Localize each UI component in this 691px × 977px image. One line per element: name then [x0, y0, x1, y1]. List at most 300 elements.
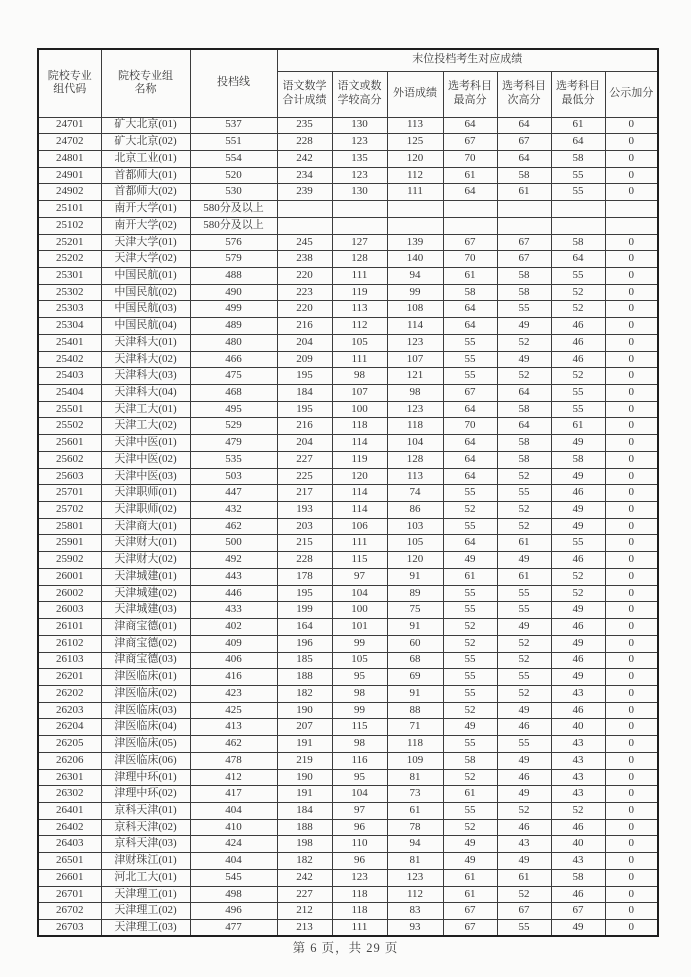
table-cell	[551, 201, 605, 218]
table-row	[38, 920, 658, 937]
table-cell: 0	[605, 117, 658, 134]
table-cell: 537	[190, 117, 277, 134]
table-cell: 89	[387, 585, 443, 602]
table-cell: 103	[387, 518, 443, 535]
table-cell: 55	[497, 585, 551, 602]
table-cell: 196	[277, 635, 332, 652]
table-cell: 0	[605, 368, 658, 385]
table-cell: 北京工业(01)	[101, 150, 190, 167]
table-cell: 123	[387, 869, 443, 886]
table-cell: 26206	[38, 752, 101, 769]
table-cell	[497, 201, 551, 218]
table-cell: 478	[190, 752, 277, 769]
table-cell	[332, 201, 387, 218]
table-cell: 津医临床(06)	[101, 752, 190, 769]
table-cell: 104	[332, 585, 387, 602]
table-cell: 52	[443, 635, 497, 652]
table-cell: 55	[443, 736, 497, 753]
table-cell: 67	[443, 920, 497, 937]
table-cell: 119	[332, 451, 387, 468]
table-row	[38, 702, 658, 719]
table-cell: 425	[190, 702, 277, 719]
table-cell: 0	[605, 284, 658, 301]
table-cell: 55	[443, 334, 497, 351]
table-cell: 554	[190, 150, 277, 167]
table-cell: 499	[190, 301, 277, 318]
table-cell: 93	[387, 920, 443, 937]
table-cell: 116	[332, 752, 387, 769]
table-cell: 26302	[38, 786, 101, 803]
table-cell: 首都师大(02)	[101, 184, 190, 201]
table-cell: 227	[277, 886, 332, 903]
table-cell: 67	[497, 903, 551, 920]
table-cell: 津医临床(01)	[101, 669, 190, 686]
table-cell: 114	[332, 502, 387, 519]
table-cell: 98	[387, 385, 443, 402]
table-cell: 188	[277, 819, 332, 836]
table-cell: 64	[443, 468, 497, 485]
table-cell: 天津工大(02)	[101, 418, 190, 435]
table-cell: 182	[277, 685, 332, 702]
table-cell: 25901	[38, 535, 101, 552]
table-cell: 26202	[38, 685, 101, 702]
table-cell: 99	[387, 284, 443, 301]
table-cell: 46	[551, 552, 605, 569]
table-cell: 天津中医(03)	[101, 468, 190, 485]
table-cell: 182	[277, 853, 332, 870]
table-cell: 49	[443, 552, 497, 569]
table-cell: 55	[443, 368, 497, 385]
table-cell: 184	[277, 385, 332, 402]
table-cell: 0	[605, 451, 658, 468]
table-cell: 首都师大(01)	[101, 167, 190, 184]
table-cell: 61	[443, 886, 497, 903]
table-cell: 123	[387, 401, 443, 418]
table-cell: 61	[551, 117, 605, 134]
table-cell: 0	[605, 502, 658, 519]
table-row	[38, 602, 658, 619]
table-cell: 184	[277, 802, 332, 819]
table-cell: 52	[497, 502, 551, 519]
table-cell: 26501	[38, 853, 101, 870]
table-cell: 94	[387, 267, 443, 284]
table-cell: 404	[190, 802, 277, 819]
table-cell: 43	[497, 836, 551, 853]
table-cell: 64	[551, 134, 605, 151]
table-cell: 125	[387, 134, 443, 151]
table-row	[38, 886, 658, 903]
table-cell: 107	[387, 351, 443, 368]
table-cell: 52	[497, 468, 551, 485]
table-cell: 67	[443, 385, 497, 402]
table-cell: 55	[443, 351, 497, 368]
table-cell: 南开大学(01)	[101, 201, 190, 218]
table-cell: 26103	[38, 652, 101, 669]
table-cell: 49	[551, 502, 605, 519]
table-cell: 70	[443, 150, 497, 167]
table-cell: 25601	[38, 435, 101, 452]
table-cell: 520	[190, 167, 277, 184]
table-cell: 67	[497, 134, 551, 151]
table-cell: 545	[190, 869, 277, 886]
table-cell: 0	[605, 150, 658, 167]
table-cell: 52	[443, 502, 497, 519]
table-row	[38, 284, 658, 301]
table-cell: 京科天津(01)	[101, 802, 190, 819]
table-cell: 477	[190, 920, 277, 937]
table-cell: 26204	[38, 719, 101, 736]
table-cell: 118	[387, 736, 443, 753]
table-cell: 195	[277, 368, 332, 385]
table-cell: 25501	[38, 401, 101, 418]
table-cell: 55	[497, 485, 551, 502]
table-row	[38, 167, 658, 184]
table-cell: 55	[443, 802, 497, 819]
table-cell: 0	[605, 920, 658, 937]
table-cell: 49	[497, 786, 551, 803]
table-cell	[387, 201, 443, 218]
table-row	[38, 217, 658, 234]
table-row	[38, 334, 658, 351]
table-cell: 天津理工(01)	[101, 886, 190, 903]
table-cell: 46	[551, 619, 605, 636]
table-cell: 0	[605, 652, 658, 669]
table-cell: 104	[332, 786, 387, 803]
table-cell: 0	[605, 552, 658, 569]
table-cell: 191	[277, 786, 332, 803]
table-cell: 64	[443, 117, 497, 134]
table-cell: 61	[497, 535, 551, 552]
table-cell: 46	[497, 769, 551, 786]
table-cell: 49	[497, 318, 551, 335]
header-chinese-or-math-higher-label: 语文或数学较高分	[337, 80, 382, 106]
table-cell: 417	[190, 786, 277, 803]
table-row	[38, 719, 658, 736]
table-cell: 105	[332, 334, 387, 351]
table-cell: 91	[387, 619, 443, 636]
header-chinese-math-total	[277, 71, 332, 117]
table-cell: 500	[190, 535, 277, 552]
table-row	[38, 786, 658, 803]
table-cell: 55	[497, 301, 551, 318]
table-cell: 天津城建(02)	[101, 585, 190, 602]
table-cell: 52	[551, 284, 605, 301]
table-cell: 24701	[38, 117, 101, 134]
table-cell: 58	[551, 234, 605, 251]
table-cell: 114	[332, 485, 387, 502]
table-cell: 488	[190, 267, 277, 284]
table-cell: 天津城建(03)	[101, 602, 190, 619]
table-cell: 402	[190, 619, 277, 636]
table-cell: 52	[443, 769, 497, 786]
table-cell: 58	[497, 284, 551, 301]
table-cell: 0	[605, 167, 658, 184]
table-cell: 0	[605, 903, 658, 920]
table-cell: 0	[605, 702, 658, 719]
table-row	[38, 619, 658, 636]
table-cell: 404	[190, 853, 277, 870]
table-cell: 235	[277, 117, 332, 134]
table-cell: 0	[605, 886, 658, 903]
table-row	[38, 802, 658, 819]
table-cell: 43	[551, 853, 605, 870]
table-cell: 46	[551, 652, 605, 669]
table-cell: 61	[551, 418, 605, 435]
table-row	[38, 351, 658, 368]
table-cell: 55	[497, 602, 551, 619]
table-row	[38, 117, 658, 134]
table-cell: 178	[277, 568, 332, 585]
table-cell: 46	[497, 719, 551, 736]
table-cell: 97	[332, 568, 387, 585]
table-cell: 43	[551, 685, 605, 702]
table-row	[38, 685, 658, 702]
table-cell: 64	[443, 535, 497, 552]
table-cell: 26402	[38, 819, 101, 836]
table-cell: 78	[387, 819, 443, 836]
table-cell: 58	[497, 401, 551, 418]
table-row	[38, 535, 658, 552]
table-cell: 423	[190, 685, 277, 702]
table-row	[38, 585, 658, 602]
table-cell: 123	[332, 134, 387, 151]
table-cell: 107	[332, 385, 387, 402]
table-row	[38, 869, 658, 886]
table-cell: 55	[551, 535, 605, 552]
table-cell: 25401	[38, 334, 101, 351]
table-cell: 25404	[38, 385, 101, 402]
table-cell: 410	[190, 819, 277, 836]
table-cell: 111	[332, 535, 387, 552]
table-row	[38, 752, 658, 769]
table-cell: 天津职师(02)	[101, 502, 190, 519]
table-cell: 26703	[38, 920, 101, 937]
page-number-footer: 第 6 页，共 29 页	[292, 941, 399, 955]
table-cell: 0	[605, 619, 658, 636]
table-cell	[605, 217, 658, 234]
table-cell: 天津理工(02)	[101, 903, 190, 920]
table-cell: 135	[332, 150, 387, 167]
table-cell: 58	[443, 752, 497, 769]
table-cell: 95	[332, 669, 387, 686]
header-row-top	[38, 49, 658, 71]
table-cell: 25403	[38, 368, 101, 385]
table-cell: 25302	[38, 284, 101, 301]
table-cell: 49	[497, 619, 551, 636]
table-cell: 0	[605, 802, 658, 819]
table-cell: 43	[551, 769, 605, 786]
header-elective-lowest-label: 选考科目最低分	[556, 80, 600, 106]
table-cell: 0	[605, 602, 658, 619]
table-cell: 0	[605, 836, 658, 853]
table-cell: 97	[332, 802, 387, 819]
table-cell: 479	[190, 435, 277, 452]
table-cell: 津医临床(02)	[101, 685, 190, 702]
table-cell: 0	[605, 301, 658, 318]
table-cell: 216	[277, 418, 332, 435]
header-chinese-math-total-label: 语文数学合计成绩	[282, 80, 327, 106]
table-cell: 61	[497, 184, 551, 201]
table-row	[38, 368, 658, 385]
table-row	[38, 552, 658, 569]
table-cell: 61	[497, 869, 551, 886]
table-cell: 123	[332, 167, 387, 184]
table-cell: 天津科大(02)	[101, 351, 190, 368]
table-cell: 矿大北京(01)	[101, 117, 190, 134]
table-cell: 0	[605, 267, 658, 284]
table-cell: 67	[443, 234, 497, 251]
table-row	[38, 234, 658, 251]
table-cell: 25701	[38, 485, 101, 502]
table-cell: 天津工大(01)	[101, 401, 190, 418]
table-cell: 579	[190, 251, 277, 268]
table-cell: 123	[332, 869, 387, 886]
table-cell: 26003	[38, 602, 101, 619]
table-cell: 中国民航(04)	[101, 318, 190, 335]
table-cell: 天津职师(01)	[101, 485, 190, 502]
table-cell: 94	[387, 836, 443, 853]
table-cell: 64	[443, 301, 497, 318]
table-cell: 118	[332, 886, 387, 903]
table-cell: 55	[497, 669, 551, 686]
table-cell: 123	[387, 334, 443, 351]
table-cell: 234	[277, 167, 332, 184]
table-cell: 26401	[38, 802, 101, 819]
table-cell: 576	[190, 234, 277, 251]
table-cell: 245	[277, 234, 332, 251]
table-cell: 0	[605, 869, 658, 886]
table-cell: 113	[387, 117, 443, 134]
header-elective-highest	[443, 71, 497, 117]
table-cell: 64	[443, 184, 497, 201]
table-cell: 49	[551, 669, 605, 686]
table-cell: 津商宝德(01)	[101, 619, 190, 636]
table-cell: 111	[332, 920, 387, 937]
table-cell: 113	[332, 301, 387, 318]
table-cell: 199	[277, 602, 332, 619]
table-cell: 49	[551, 602, 605, 619]
table-cell: 443	[190, 568, 277, 585]
table-cell: 74	[387, 485, 443, 502]
table-cell: 120	[387, 150, 443, 167]
table-cell: 164	[277, 619, 332, 636]
table-cell: 118	[332, 903, 387, 920]
table-cell	[551, 217, 605, 234]
table-cell: 209	[277, 351, 332, 368]
table-cell: 212	[277, 903, 332, 920]
table-cell: 26101	[38, 619, 101, 636]
table-cell: 0	[605, 351, 658, 368]
table-cell: 津商宝德(02)	[101, 635, 190, 652]
table-body	[38, 117, 658, 936]
table-cell: 52	[497, 802, 551, 819]
table-cell: 115	[332, 719, 387, 736]
table-cell: 26201	[38, 669, 101, 686]
table-row	[38, 652, 658, 669]
table-cell: 112	[387, 886, 443, 903]
table-cell: 天津科大(01)	[101, 334, 190, 351]
table-cell: 64	[443, 451, 497, 468]
table-cell: 55	[443, 585, 497, 602]
table-cell: 99	[332, 635, 387, 652]
table-cell: 26601	[38, 869, 101, 886]
table-cell: 25402	[38, 351, 101, 368]
table-cell: 64	[497, 418, 551, 435]
table-cell: 106	[332, 518, 387, 535]
table-cell: 204	[277, 334, 332, 351]
header-public-bonus	[605, 71, 658, 117]
table-cell: 26203	[38, 702, 101, 719]
table-cell: 中国民航(03)	[101, 301, 190, 318]
table-cell: 113	[387, 468, 443, 485]
table-cell: 0	[605, 719, 658, 736]
table-row	[38, 134, 658, 151]
table-cell: 204	[277, 435, 332, 452]
table-cell: 406	[190, 652, 277, 669]
table-cell: 105	[332, 652, 387, 669]
table-cell: 津商宝德(03)	[101, 652, 190, 669]
table-cell: 58	[443, 284, 497, 301]
table-cell: 118	[332, 418, 387, 435]
table-cell: 100	[332, 401, 387, 418]
header-foreign-language-label: 外语成绩	[393, 86, 437, 99]
table-cell: 津理中环(02)	[101, 786, 190, 803]
table-cell: 495	[190, 401, 277, 418]
table-cell: 0	[605, 401, 658, 418]
table-cell: 52	[497, 685, 551, 702]
table-cell: 67	[497, 251, 551, 268]
table-cell: 96	[332, 853, 387, 870]
table-cell: 58	[497, 267, 551, 284]
table-row	[38, 635, 658, 652]
table-cell: 津医临床(04)	[101, 719, 190, 736]
table-cell: 220	[277, 267, 332, 284]
table-row	[38, 385, 658, 402]
table-row	[38, 267, 658, 284]
table-cell: 52	[497, 334, 551, 351]
table-cell: 104	[387, 435, 443, 452]
table-cell: 185	[277, 652, 332, 669]
table-cell: 25603	[38, 468, 101, 485]
table-cell: 天津城建(01)	[101, 568, 190, 585]
table-cell: 46	[551, 485, 605, 502]
header-elective-second	[497, 71, 551, 117]
table-cell: 52	[551, 802, 605, 819]
header-foreign-language	[387, 71, 443, 117]
table-cell: 70	[443, 418, 497, 435]
table-cell: 0	[605, 752, 658, 769]
table-cell: 0	[605, 786, 658, 803]
table-cell: 0	[605, 318, 658, 335]
table-row	[38, 485, 658, 502]
table-cell: 0	[605, 635, 658, 652]
table-cell: 114	[387, 318, 443, 335]
table-row	[38, 836, 658, 853]
table-cell: 52	[551, 301, 605, 318]
table-row	[38, 318, 658, 335]
table-cell: 111	[387, 184, 443, 201]
table-cell: 43	[551, 736, 605, 753]
table-cell: 0	[605, 518, 658, 535]
table-cell: 67	[443, 134, 497, 151]
table-cell: 86	[387, 502, 443, 519]
table-cell: 75	[387, 602, 443, 619]
table-cell: 195	[277, 401, 332, 418]
table-cell: 215	[277, 535, 332, 552]
table-cell: 0	[605, 819, 658, 836]
table-cell: 天津财大(02)	[101, 552, 190, 569]
table-cell: 0	[605, 853, 658, 870]
